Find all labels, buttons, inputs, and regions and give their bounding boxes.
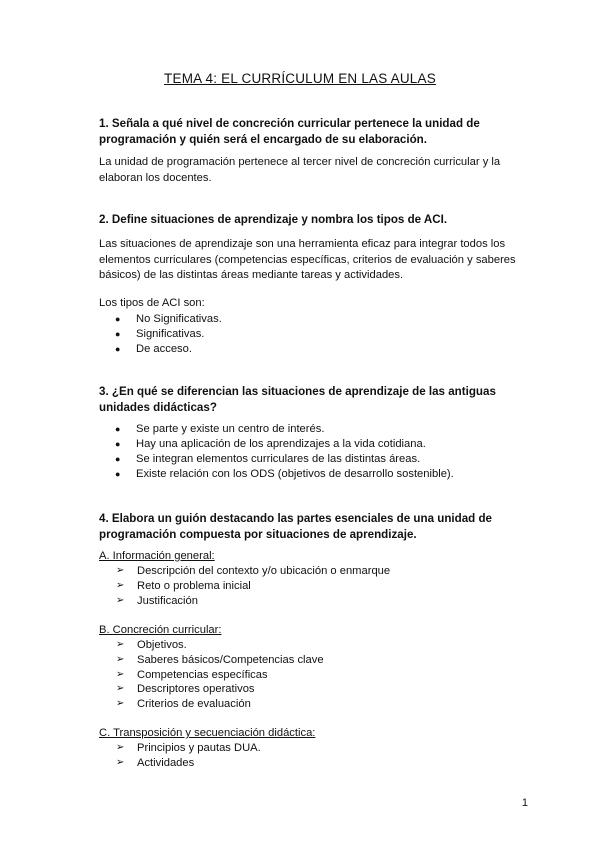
aci-types-list xyxy=(99,312,222,357)
list-item: ➢ Reto o problema inicial xyxy=(99,579,390,594)
list-item: ● Significativas. xyxy=(99,327,222,342)
list-item: ● No Significativas. xyxy=(99,312,222,327)
section-c-list xyxy=(99,741,261,771)
list-item: ● Se parte y existe un centro de interés. xyxy=(99,422,454,437)
section-c-heading: C. Transposición y secuenciación didáctica: xyxy=(99,727,316,739)
question-4: 4. Elabora un guión destacando las partes esenciales de una unidad de programación compuesta por situaciones de aprendizaje. xyxy=(99,512,493,541)
section-a-heading: A. Información general: xyxy=(99,550,215,562)
list-item: ➢ Saberes básicos/Competencias clave xyxy=(99,653,324,668)
page-number: 1 xyxy=(521,797,528,809)
page-title: TEMA 4: EL CURRÍCULUM EN LAS AULAS xyxy=(164,71,436,86)
list-item: ➢ Criterios de evaluación xyxy=(99,697,324,712)
list-item: ➢ Competencias específicas xyxy=(99,668,324,683)
answer-2: Las situaciones de aprendizaje son una herramienta eficaz para integrar todos los elementos curriculares (competencias específicas, criterios de evaluación y saberes básicos) de las distintas áreas mediante tareas y actividades. xyxy=(99,238,516,282)
section-a-list xyxy=(99,564,390,608)
list-item: ➢ Objetivos. xyxy=(99,638,324,653)
list-item: ➢ Justificación xyxy=(99,594,390,609)
list-item: ➢ Principios y pautas DUA. xyxy=(99,741,261,756)
section-b-list xyxy=(99,638,324,712)
question-1: 1. Señala a qué nivel de concreción curricular pertenece la unidad de programación y quién será el encargado de su elaboración. xyxy=(99,117,480,146)
differences-list xyxy=(99,422,454,482)
list-item: ● Se integran elementos curriculares de las distintas áreas. xyxy=(99,452,454,467)
list-item: ● De acceso. xyxy=(99,342,222,357)
list-item: ➢ Actividades xyxy=(99,756,261,771)
list-item: ● Hay una aplicación de los aprendizajes a la vida cotidiana. xyxy=(99,437,454,452)
answer-1: La unidad de programación pertenece al tercer nivel de concreción curricular y la elaboran los docentes. xyxy=(99,156,501,184)
section-b-heading: B. Concreción curricular: xyxy=(99,624,222,636)
list-item: ➢ Descriptores operativos xyxy=(99,682,324,697)
aci-types-intro: Los tipos de ACI son: xyxy=(99,297,205,309)
question-3: 3. ¿En qué se diferencian las situaciones de aprendizaje de las antiguas unidades didácticas? xyxy=(99,385,496,414)
list-item: ➢ Descripción del contexto y/o ubicación o enmarque xyxy=(99,564,390,579)
list-item: ● Existe relación con los ODS (objetivos de desarrollo sostenible). xyxy=(99,467,454,482)
question-2: 2. Define situaciones de aprendizaje y nombra los tipos de ACI. xyxy=(99,213,448,226)
